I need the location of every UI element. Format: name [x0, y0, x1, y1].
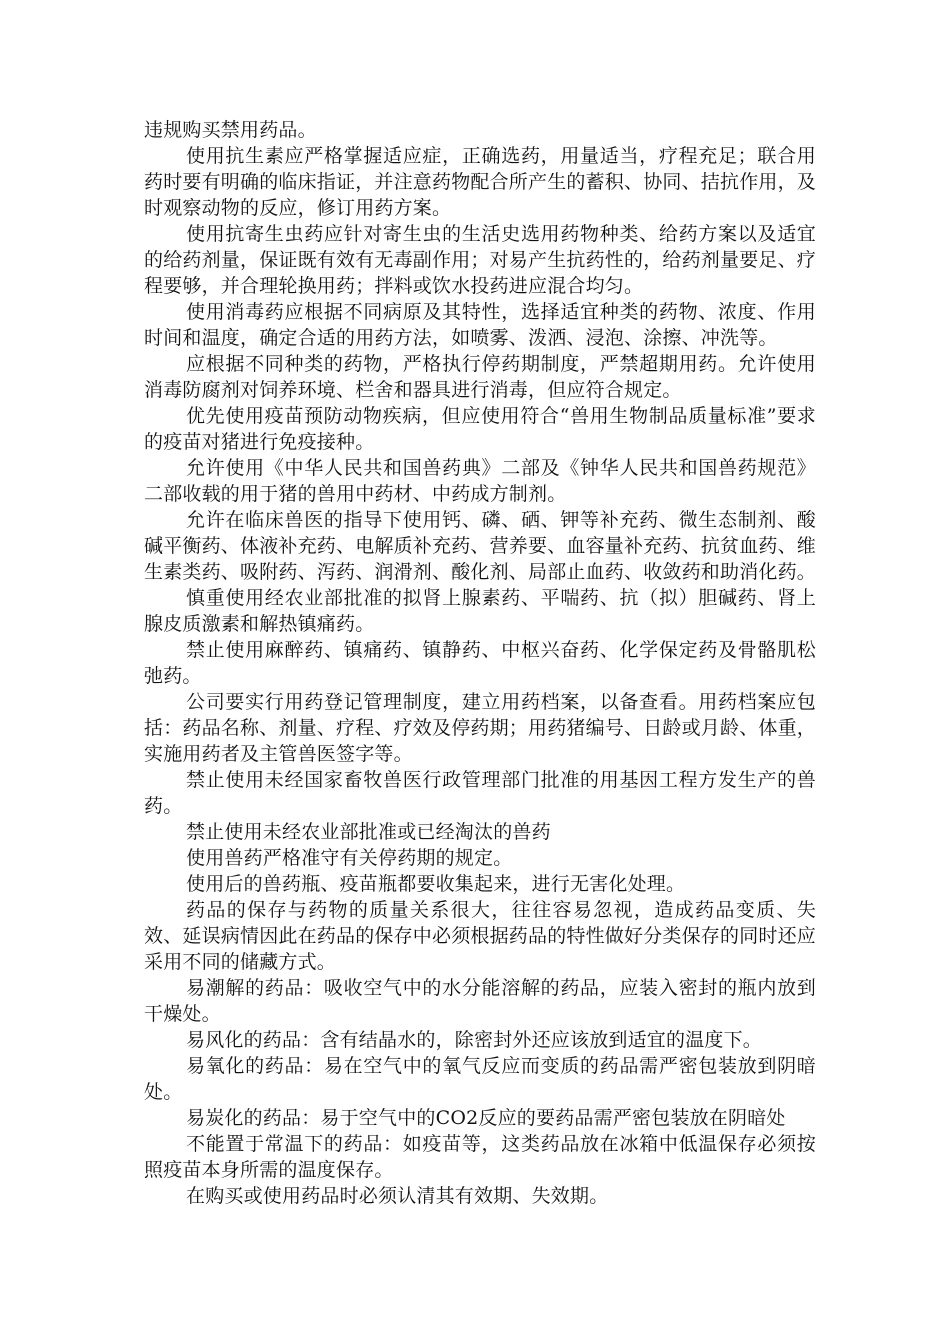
paragraph-6: 优先使用疫苗预防动物疾病，但应使用符合“兽用生物制品质量标准”要求的疫苗对猪进行免疫接种。	[144, 405, 816, 453]
paragraph-1: 违规购买禁用药品。	[144, 119, 317, 141]
paragraph-2: 使用抗生素应严格掌握适应症，正确选药，用量适当，疗程充足；联合用药时要有明确的临床指证，并注意药物配合所产生的蓄积、协同、拮抗作用，及时观察动物的反应，修订用药方案。	[144, 145, 817, 219]
paragraph-22: 在购买或使用药品时必须认清其有效期、失效期。	[186, 1185, 609, 1207]
paragraph-7: 允许使用《中华人民共和国兽药典》二部及《钟华人民共和国兽药规范》二部收载的用于猪的兽用中药材、中药成方制剂。	[144, 457, 816, 505]
paragraph-18: 易风化的药品：含有结晶水的，除密封外还应该放到适宜的温度下。	[186, 1029, 763, 1051]
paragraph-20: 易炭化的药品：易于空气中的CO2反应的要药品需严密包装放在阴暗处	[186, 1107, 786, 1129]
paragraph-21: 不能置于常温下的药品：如疫苗等，这类药品放在冰箱中低温保存必须按照疫苗本身所需的温度保存。	[144, 1133, 816, 1181]
paragraph-10: 禁止使用麻醉药、镇痛药、镇静药、中枢兴奋药、化学保定药及骨骼肌松弛药。	[144, 639, 816, 687]
paragraph-17: 易潮解的药品：吸收空气中的水分能溶解的药品，应装入密封的瓶内放到干燥处。	[144, 977, 816, 1025]
paragraph-8: 允许在临床兽医的指导下使用钙、磷、硒、钾等补充药、微生态制剂、酸碱平衡药、体液补充药、电解质补充药、营养要、血容量补充药、抗贫血药、维生素类药、吸附药、泻药、润滑剂、酸化剂、局部止血药、收敛药和助消化药。	[144, 509, 817, 583]
paragraph-4: 使用消毒药应根据不同病原及其特性，选择适宜种类的药物、浓度、作用时间和温度，确定合适的用药方法，如喷雾、泼洒、浸泡、涂擦、冲洗等。	[144, 301, 816, 349]
paragraph-5: 应根据不同种类的药物，严格执行停药期制度，严禁超期用药。允许使用消毒防腐剂对饲养环境、栏舍和器具进行消毒，但应符合规定。	[144, 353, 816, 401]
paragraph-3: 使用抗寄生虫药应针对寄生虫的生活史选用药物种类、给药方案以及适宜的给药剂量，保证既有效有无毒副作用；对易产生抗药性的，给药剂量要足、疗程要够，并合理轮换用药；拌料或饮水投药进应混合均匀。	[144, 223, 817, 297]
paragraph-11: 公司要实行用药登记管理制度，建立用药档案，以备查看。用药档案应包括：药品名称、剂量、疗程、疗效及停药期；用药猪编号、日龄或月龄、体重，实施用药者及主管兽医签字等。	[144, 691, 817, 765]
paragraph-14: 使用兽药严格准守有关停药期的规定。	[186, 847, 513, 869]
paragraph-16: 药品的保存与药物的质量关系很大，往往容易忽视，造成药品变质、失效、延误病情因此在药品的保存中必须根据药品的特性做好分类保存的同时还应采用不同的储藏方式。	[144, 899, 817, 973]
paragraph-15: 使用后的兽药瓶、疫苗瓶都要收集起来，进行无害化处理。	[186, 873, 686, 895]
document-page	[144, 117, 816, 1209]
paragraph-9: 慎重使用经农业部批准的拟肾上腺素药、平喘药、抗（拟）胆碱药、肾上腺皮质激素和解热镇痛药。	[144, 587, 816, 635]
paragraph-19: 易氧化的药品：易在空气中的氧气反应而变质的药品需严密包装放到阴暗处。	[144, 1055, 816, 1103]
paragraph-13: 禁止使用未经农业部批准或已经淘汰的兽药	[186, 821, 551, 843]
paragraph-12: 禁止使用未经国家畜牧兽医行政管理部门批准的用基因工程方发生产的兽药。	[144, 769, 816, 817]
